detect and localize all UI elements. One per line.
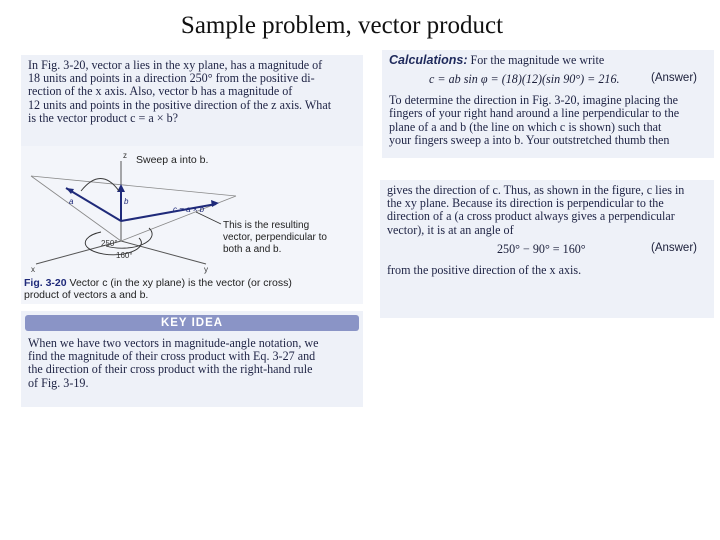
caption-text: product of vectors a and b. — [24, 288, 149, 301]
key-idea-line: the direction of their cross product with the right-hand rule — [28, 362, 313, 377]
sweep-label: Sweep a into b. — [136, 154, 209, 166]
plane-edge-line — [31, 176, 236, 196]
vector-c-arrowhead — [211, 200, 219, 207]
answer-label: (Answer) — [650, 72, 697, 85]
magnitude-equation: c = ab sin φ = (18)(12)(sin 90°) = 216. — [429, 72, 620, 87]
result-label-line: vector, perpendicular to — [223, 232, 327, 243]
angle-160-label: 160° — [116, 251, 133, 260]
key-idea-line: of Fig. 3-19. — [28, 375, 89, 390]
magnitude-equation-row — [389, 72, 707, 87]
calculations-heading: Calculations: — [389, 53, 468, 67]
direction-line: the xy plane. Because its direction is perpendicular to the — [387, 196, 664, 211]
problem-line: 12 units and points in the positive direction of the z axis. What — [28, 97, 332, 112]
caption-text: Vector c (in the xy plane) is the vector (or cross) — [69, 277, 292, 289]
direction-equation-row — [387, 242, 707, 257]
sweep-arc — [81, 179, 119, 192]
caption-fig-number: Fig. 3-20 — [24, 277, 67, 289]
direction-line: from the positive direction of the x axis. — [387, 262, 582, 277]
calculations-line: plane of a and b (the line on which c is shown) such that — [389, 119, 662, 134]
vec-a-label: a — [69, 197, 74, 206]
y-axis-line — [121, 241, 206, 264]
calculations-intro: For the magnitude we write — [470, 53, 605, 67]
axis-y-label: y — [204, 265, 208, 274]
direction-panel — [380, 180, 714, 318]
direction-equation: 250° − 90° = 160° — [497, 241, 586, 256]
slide-title: Sample problem, vector product — [180, 12, 504, 39]
direction-line: gives the direction of c. Thus, as shown in the figure, c lies in — [387, 183, 685, 197]
figure-panel — [21, 146, 363, 304]
problem-line: In Fig. 3-20, vector a lies in the xy plane, has a magnitude of — [28, 58, 323, 72]
key-idea-line: When we have two vectors in magnitude-angle notation, we — [28, 336, 319, 350]
key-idea-line: find the magnitude of their cross product with Eq. 3-27 and — [28, 349, 316, 364]
calculations-line: To determine the direction in Fig. 3-20, imagine placing the — [389, 93, 678, 108]
axis-x-label: x — [31, 265, 35, 274]
result-label-line: This is the resulting — [223, 220, 310, 231]
result-label-line: both a and b. — [223, 244, 282, 255]
direction-line: vector), it is at an angle of — [387, 222, 514, 237]
problem-line: is the vector product c = a × b? — [28, 110, 178, 125]
figure-caption — [24, 278, 360, 301]
calculations-panel — [382, 50, 714, 158]
problem-line: rection of the x axis. Also, vector b has a magnitude of — [28, 84, 293, 99]
plane-edge-line — [31, 176, 121, 241]
problem-statement-panel — [21, 55, 363, 146]
axis-z-label: z — [123, 151, 127, 160]
problem-line: 18 units and points in a direction 250° from the positive di- — [28, 71, 315, 86]
angle-250-label: 250° — [101, 239, 118, 248]
key-idea-heading: KEY IDEA — [25, 315, 359, 331]
vec-b-label: b — [124, 197, 129, 206]
key-idea-panel — [21, 311, 363, 407]
direction-line: direction of a (a cross product always gives a perpendicular — [387, 209, 675, 224]
vector-a-arrow — [66, 188, 121, 221]
vector-diagram — [21, 146, 363, 276]
calculations-line: your fingers sweep a into b. Your outstretched thumb then — [389, 132, 670, 147]
answer-label: (Answer) — [650, 241, 697, 254]
vec-c-label: c = a × b — [173, 205, 205, 214]
calculations-line: fingers of your right hand around a line perpendicular to the — [389, 106, 680, 121]
